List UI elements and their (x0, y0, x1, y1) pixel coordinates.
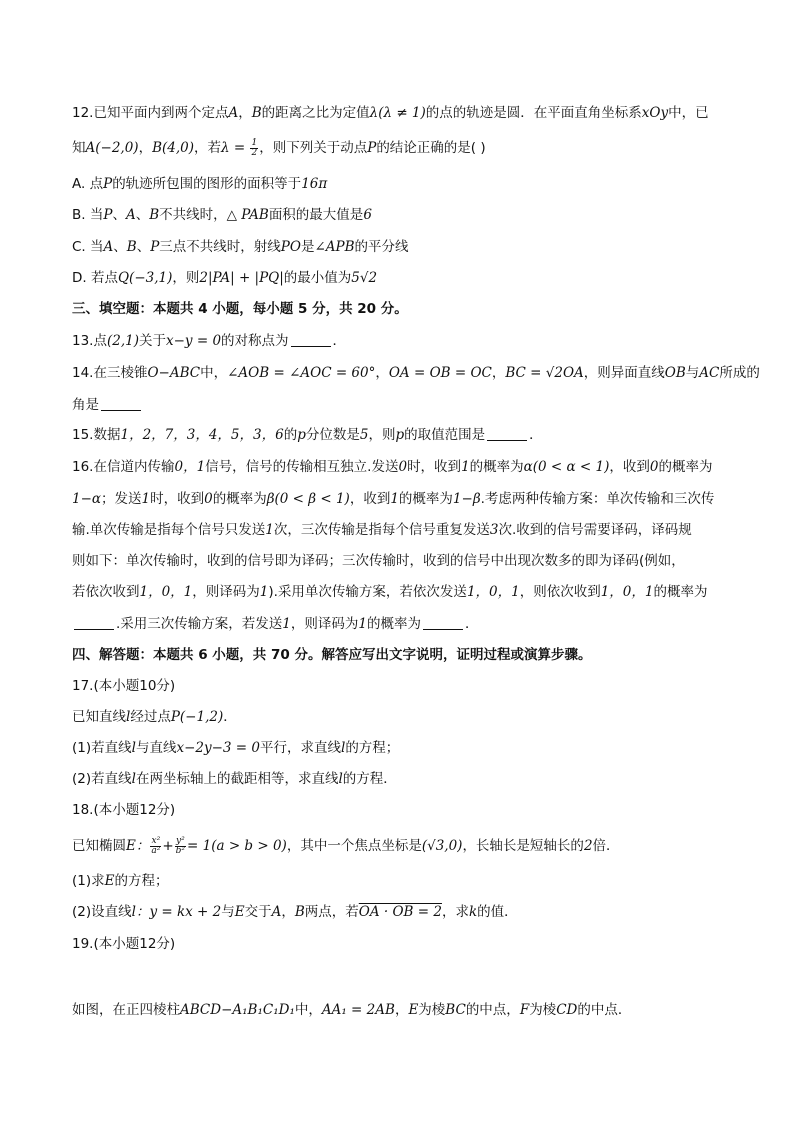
q19-stem: 如图，在正四棱柱ABCD−A₁B₁C₁D₁中，AA₁ = 2AB，E为棱BC的中点，F为棱CD的中点． (72, 1002, 632, 1018)
answer-blank[interactable] (101, 396, 141, 411)
q15: 15.数据1，2，7，3，4，5，3，6的p分位数是5，则p的取值范围是 ． (72, 427, 543, 443)
q12-option-b: B. 当P、A、B不共线时，△ PAB面积的最大值是6 (72, 207, 372, 223)
q13: 13.点(2,1)关于x−y = 0的对称点为 ． (72, 333, 347, 349)
q14-line2: 角是 (72, 395, 734, 415)
q16-line5: 若依次收到1，0，1，则译码为1).采用单次传输方案，若依次发送1，0，1，则依次收到1，0，1的概率为 (72, 584, 708, 600)
section-3-heading: 三、填空题：本题共 4 小题，每小题 5 分，共 20 分。 (72, 301, 408, 317)
q17-stem: 已知直线l经过点P(−1,2)． (72, 709, 237, 725)
q12-line1: 12.已知平面内到两个定点A，B的距离之比为定值λ(λ ≠ 1)的点的轨迹是圆．在平面直角坐标系xOy中，已 (72, 105, 709, 121)
section-4-heading: 四、解答题：本题共 6 小题，共 70 分。解答应写出文字说明，证明过程或演算步骤。 (72, 647, 592, 663)
answer-blank[interactable] (487, 426, 527, 441)
q17-part1: (1)若直线l与直线x−2y−3 = 0平行，求直线l的方程； (72, 740, 400, 756)
q16-line2: 1−α；发送1时，收到0的概率为β(0 < β < 1)，收到1的概率为1−β.考虑两种传输方案：单次传输和三次传 (72, 491, 715, 507)
q16-line6: .采用三次传输方案，若发送1，则译码为1的概率为 ． (72, 614, 734, 634)
answer-blank[interactable] (74, 615, 114, 630)
q18-stem: 已知椭圆E： $\frac{\text{x²}}{\text{a²}}$ + $\frac{\text{y²}}{\text{b²}}$ = 1(a > b > 0)，其中一个焦点坐标是(√3,0)，长轴长是短轴长的2倍． (72, 835, 620, 856)
q12-option-d: D. 若点Q(−3,1)，则2|PA| + |PQ|的最小值为5√2 (72, 270, 378, 286)
q18-heading: 18.(本小题12分) (72, 802, 176, 818)
q18-part1: (1)求E的方程； (72, 873, 169, 889)
q16-line1: 16.在信道内传输0，1信号，信号的传输相互独立.发送0时，收到1的概率为α(0 < α < 1)，收到0的概率为 (72, 459, 713, 475)
q17-part2: (2)若直线l在两坐标轴上的截距相等，求直线l的方程． (72, 771, 397, 787)
q12-option-c: C. 当A、B、P三点不共线时，射线PO是∠APB的平分线 (72, 239, 409, 255)
fraction-half: $\frac{1}{2}$ (251, 137, 258, 158)
q12-line2: 知A(−2,0)，B(4,0)，若λ = $\frac{1}{2}$ ，则下列关于动点P的结论正确的是( ) (72, 137, 486, 158)
q19-heading: 19.(本小题12分) (72, 936, 176, 952)
answer-blank[interactable] (291, 332, 331, 347)
q18-part2: (2)设直线l：y = kx + 2与E交于A，B两点，若OA · OB = 2，求k的值． (72, 904, 518, 920)
fraction-x2-a2: $\frac{\text{x²}}{\text{a²}}$ (151, 835, 161, 856)
q16-line4: 则如下：单次传输时，收到的信号即为译码；三次传输时，收到的信号中出现次数多的即为译码(例如， (72, 553, 685, 569)
answer-blank[interactable] (423, 615, 463, 630)
fraction-y2-b2: $\frac{\text{y²}}{\text{b²}}$ (175, 835, 186, 856)
q12-option-a: A. 点P的轨迹所包围的图形的面积等于16π (72, 176, 328, 192)
q14-line1: 14.在三棱锥O−ABC中，∠AOB = ∠AOC = 60°，OA = OB = OC，BC = √2OA，则异面直线OB与AC所成的 (72, 365, 760, 381)
q16-line3: 输.单次传输是指每个信号只发送1次，三次传输是指每个信号重复发送3次.收到的信号需要译码，译码规 (72, 522, 692, 538)
q17-heading: 17.(本小题10分) (72, 678, 176, 694)
